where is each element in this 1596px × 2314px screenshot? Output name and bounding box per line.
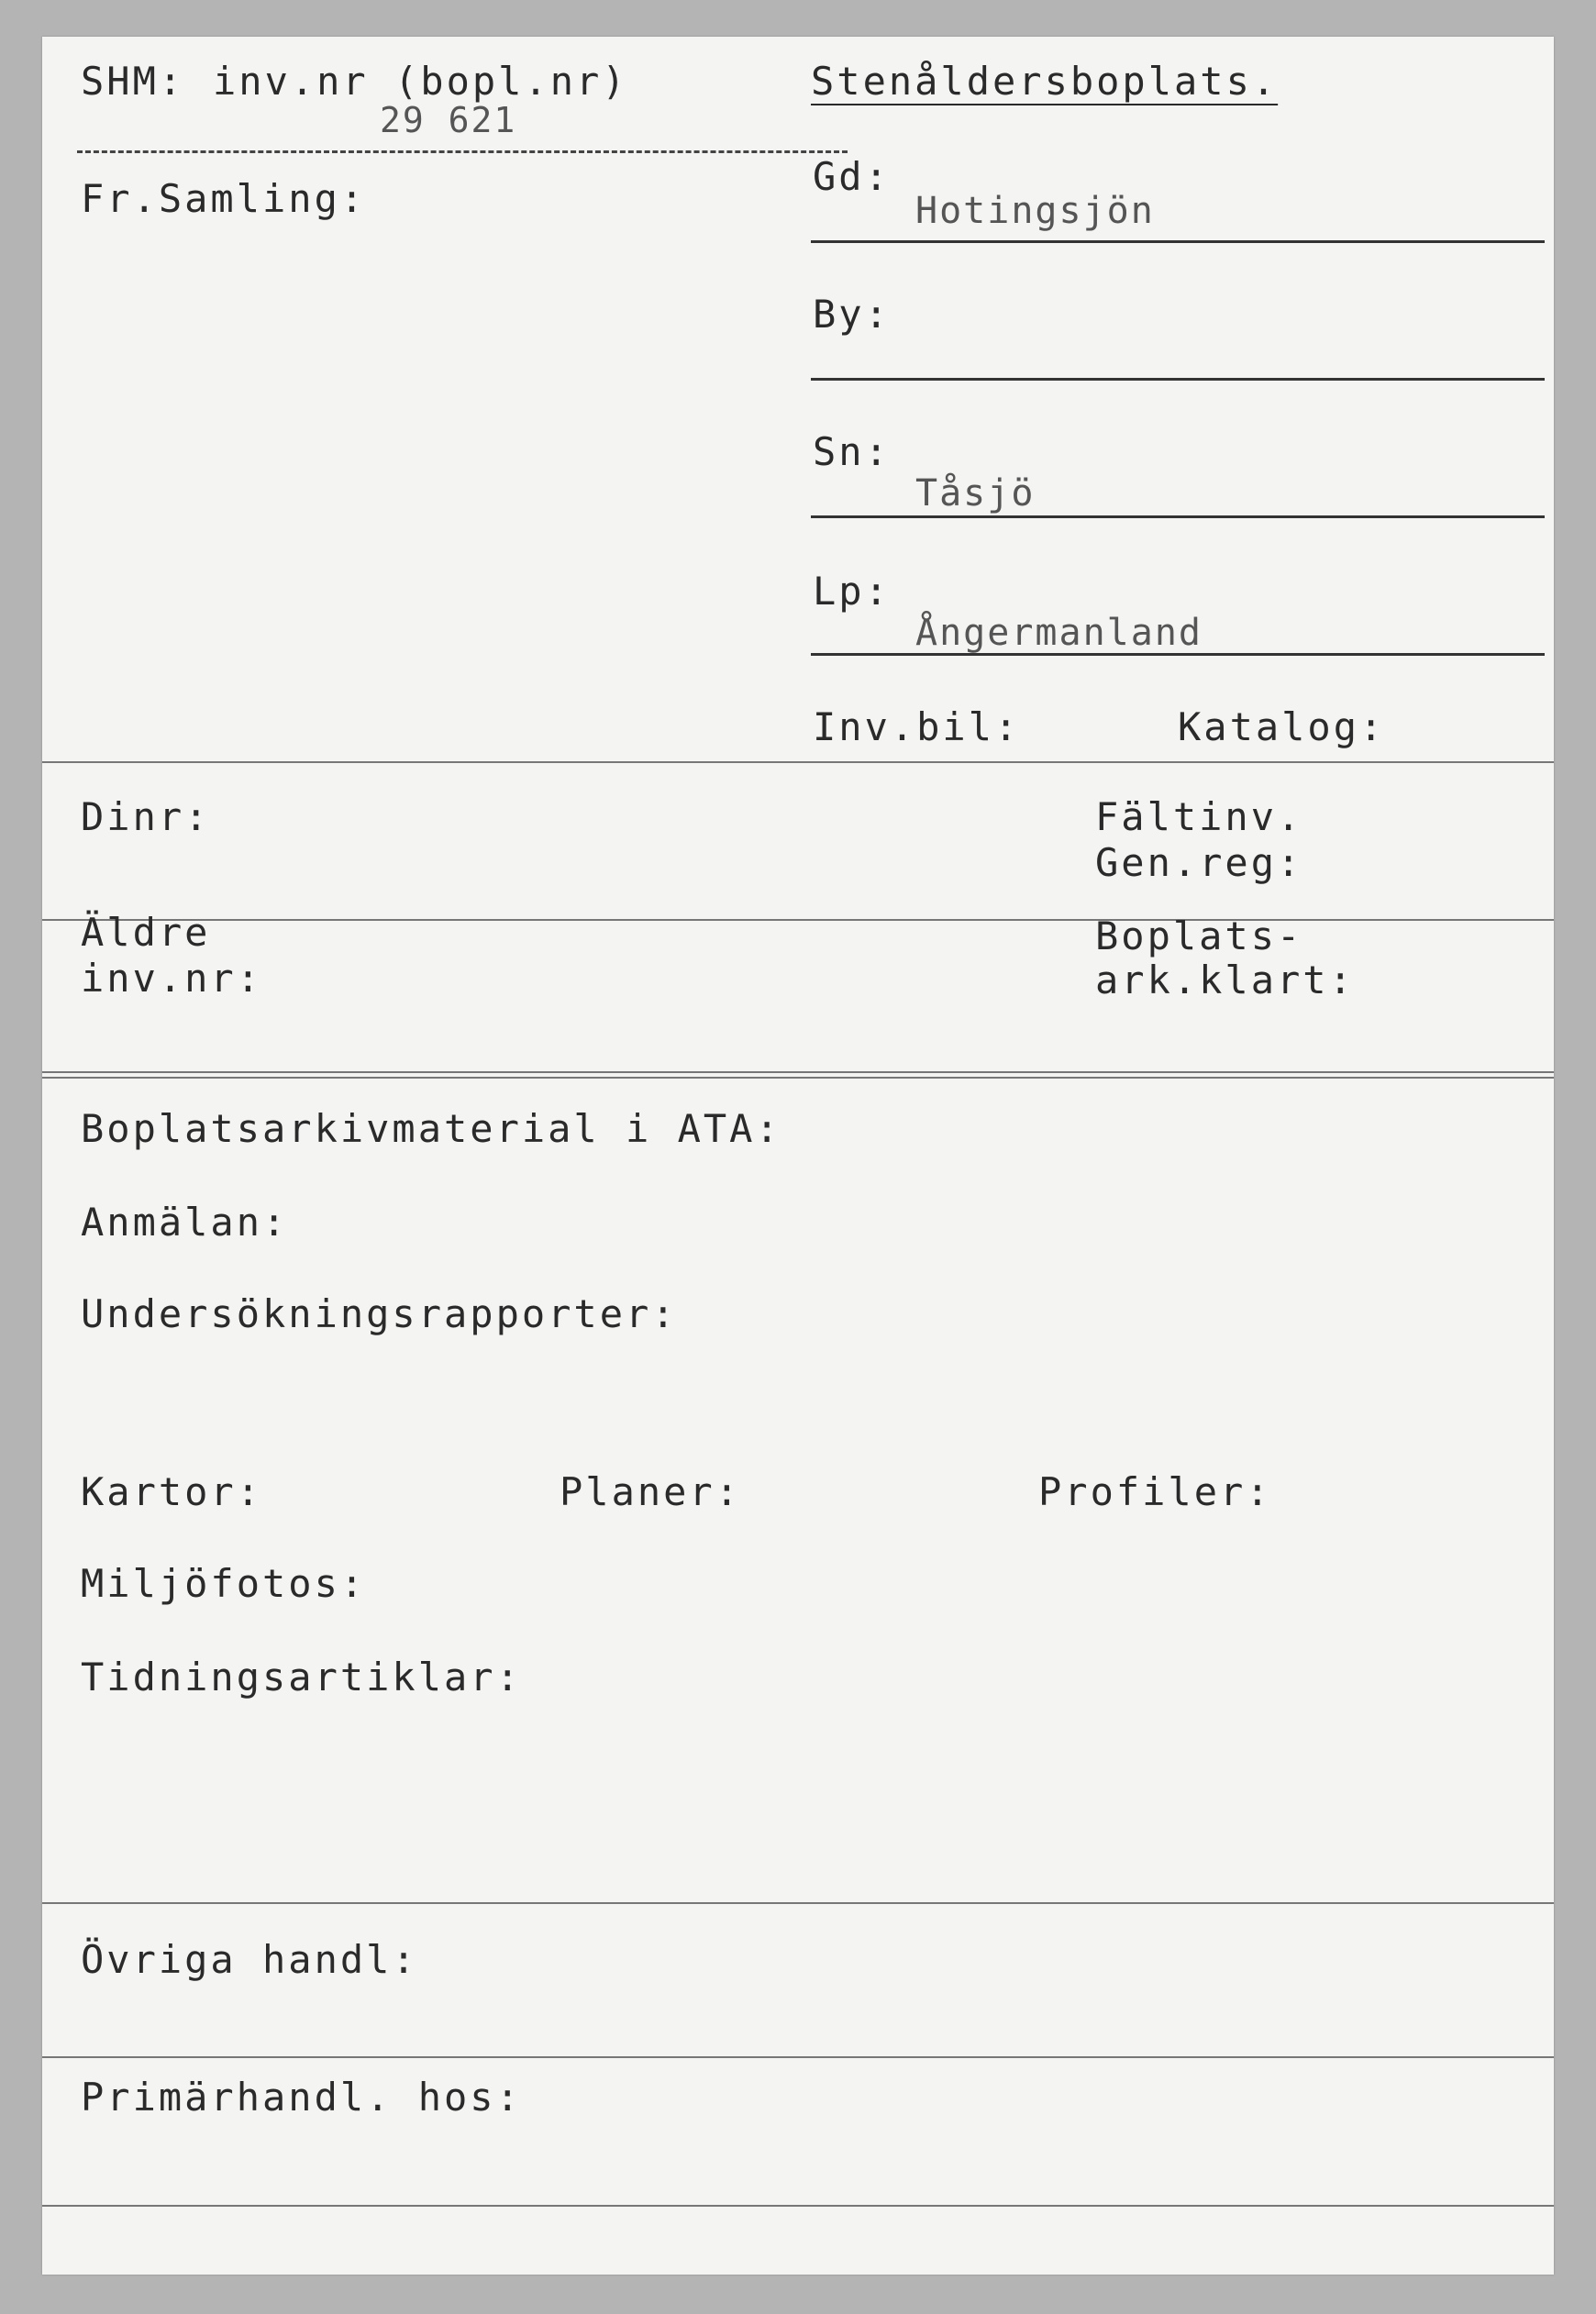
- fr-samling-label: Fr.Samling:: [81, 176, 367, 221]
- aldre-invnr-label: inv.nr:: [81, 956, 263, 1001]
- by-line: [811, 378, 1545, 381]
- lp-label: Lp:: [813, 569, 891, 614]
- by-label: By:: [813, 292, 891, 337]
- tidningsartiklar-label: Tidningsartiklar:: [81, 1655, 522, 1700]
- gd-label: Gd:: [813, 154, 891, 199]
- sn-value: Tåsjö: [915, 472, 1036, 515]
- archive-heading: Boplatsarkivmaterial i ATA:: [81, 1106, 781, 1151]
- aldre-label: Äldre: [81, 910, 211, 955]
- gd-value: Hotingsjön: [915, 190, 1155, 232]
- inv-number-value: 29 621: [380, 100, 517, 140]
- shm-label: SHM:: [81, 59, 185, 104]
- registry-divider: [42, 919, 1554, 921]
- section-divider-1: [42, 761, 1554, 763]
- ovriga-label: Övriga handl:: [81, 1937, 418, 1982]
- section-divider-5: [42, 2205, 1554, 2207]
- inv-number-label: inv.nr (bopl.nr): [213, 59, 628, 104]
- planer-label: Planer:: [560, 1469, 742, 1514]
- miljofotos-label: Miljöfotos:: [81, 1561, 367, 1606]
- arkklart-label: ark.klart:: [1095, 958, 1355, 1002]
- section-divider-4: [42, 2056, 1554, 2058]
- boplats-label: Boplats-: [1095, 913, 1303, 958]
- primar-label: Primärhandl. hos:: [81, 2075, 522, 2120]
- section-divider-2: [42, 1071, 1554, 1079]
- card-title: Stenåldersboplats.: [811, 59, 1279, 104]
- inv-bil-label: Inv.bil:: [813, 704, 1021, 749]
- katalog-label: Katalog:: [1178, 704, 1386, 749]
- kartor-label: Kartor:: [81, 1469, 263, 1514]
- header-divider: [77, 150, 848, 153]
- lp-line: [811, 653, 1545, 656]
- dinr-label: Dinr:: [81, 794, 211, 839]
- section-divider-3: [42, 1902, 1554, 1904]
- sn-line: [811, 515, 1545, 518]
- lp-value: Ångermanland: [915, 612, 1203, 654]
- genreg-label: Gen.reg:: [1095, 840, 1303, 885]
- index-card: [42, 37, 1554, 2275]
- anmalan-label: Anmälan:: [81, 1200, 289, 1245]
- gd-line: [811, 240, 1545, 243]
- faltinv-label: Fältinv.: [1095, 794, 1303, 839]
- profiler-label: Profiler:: [1038, 1469, 1272, 1514]
- undersokning-label: Undersökningsrapporter:: [81, 1291, 678, 1336]
- sn-label: Sn:: [813, 429, 891, 474]
